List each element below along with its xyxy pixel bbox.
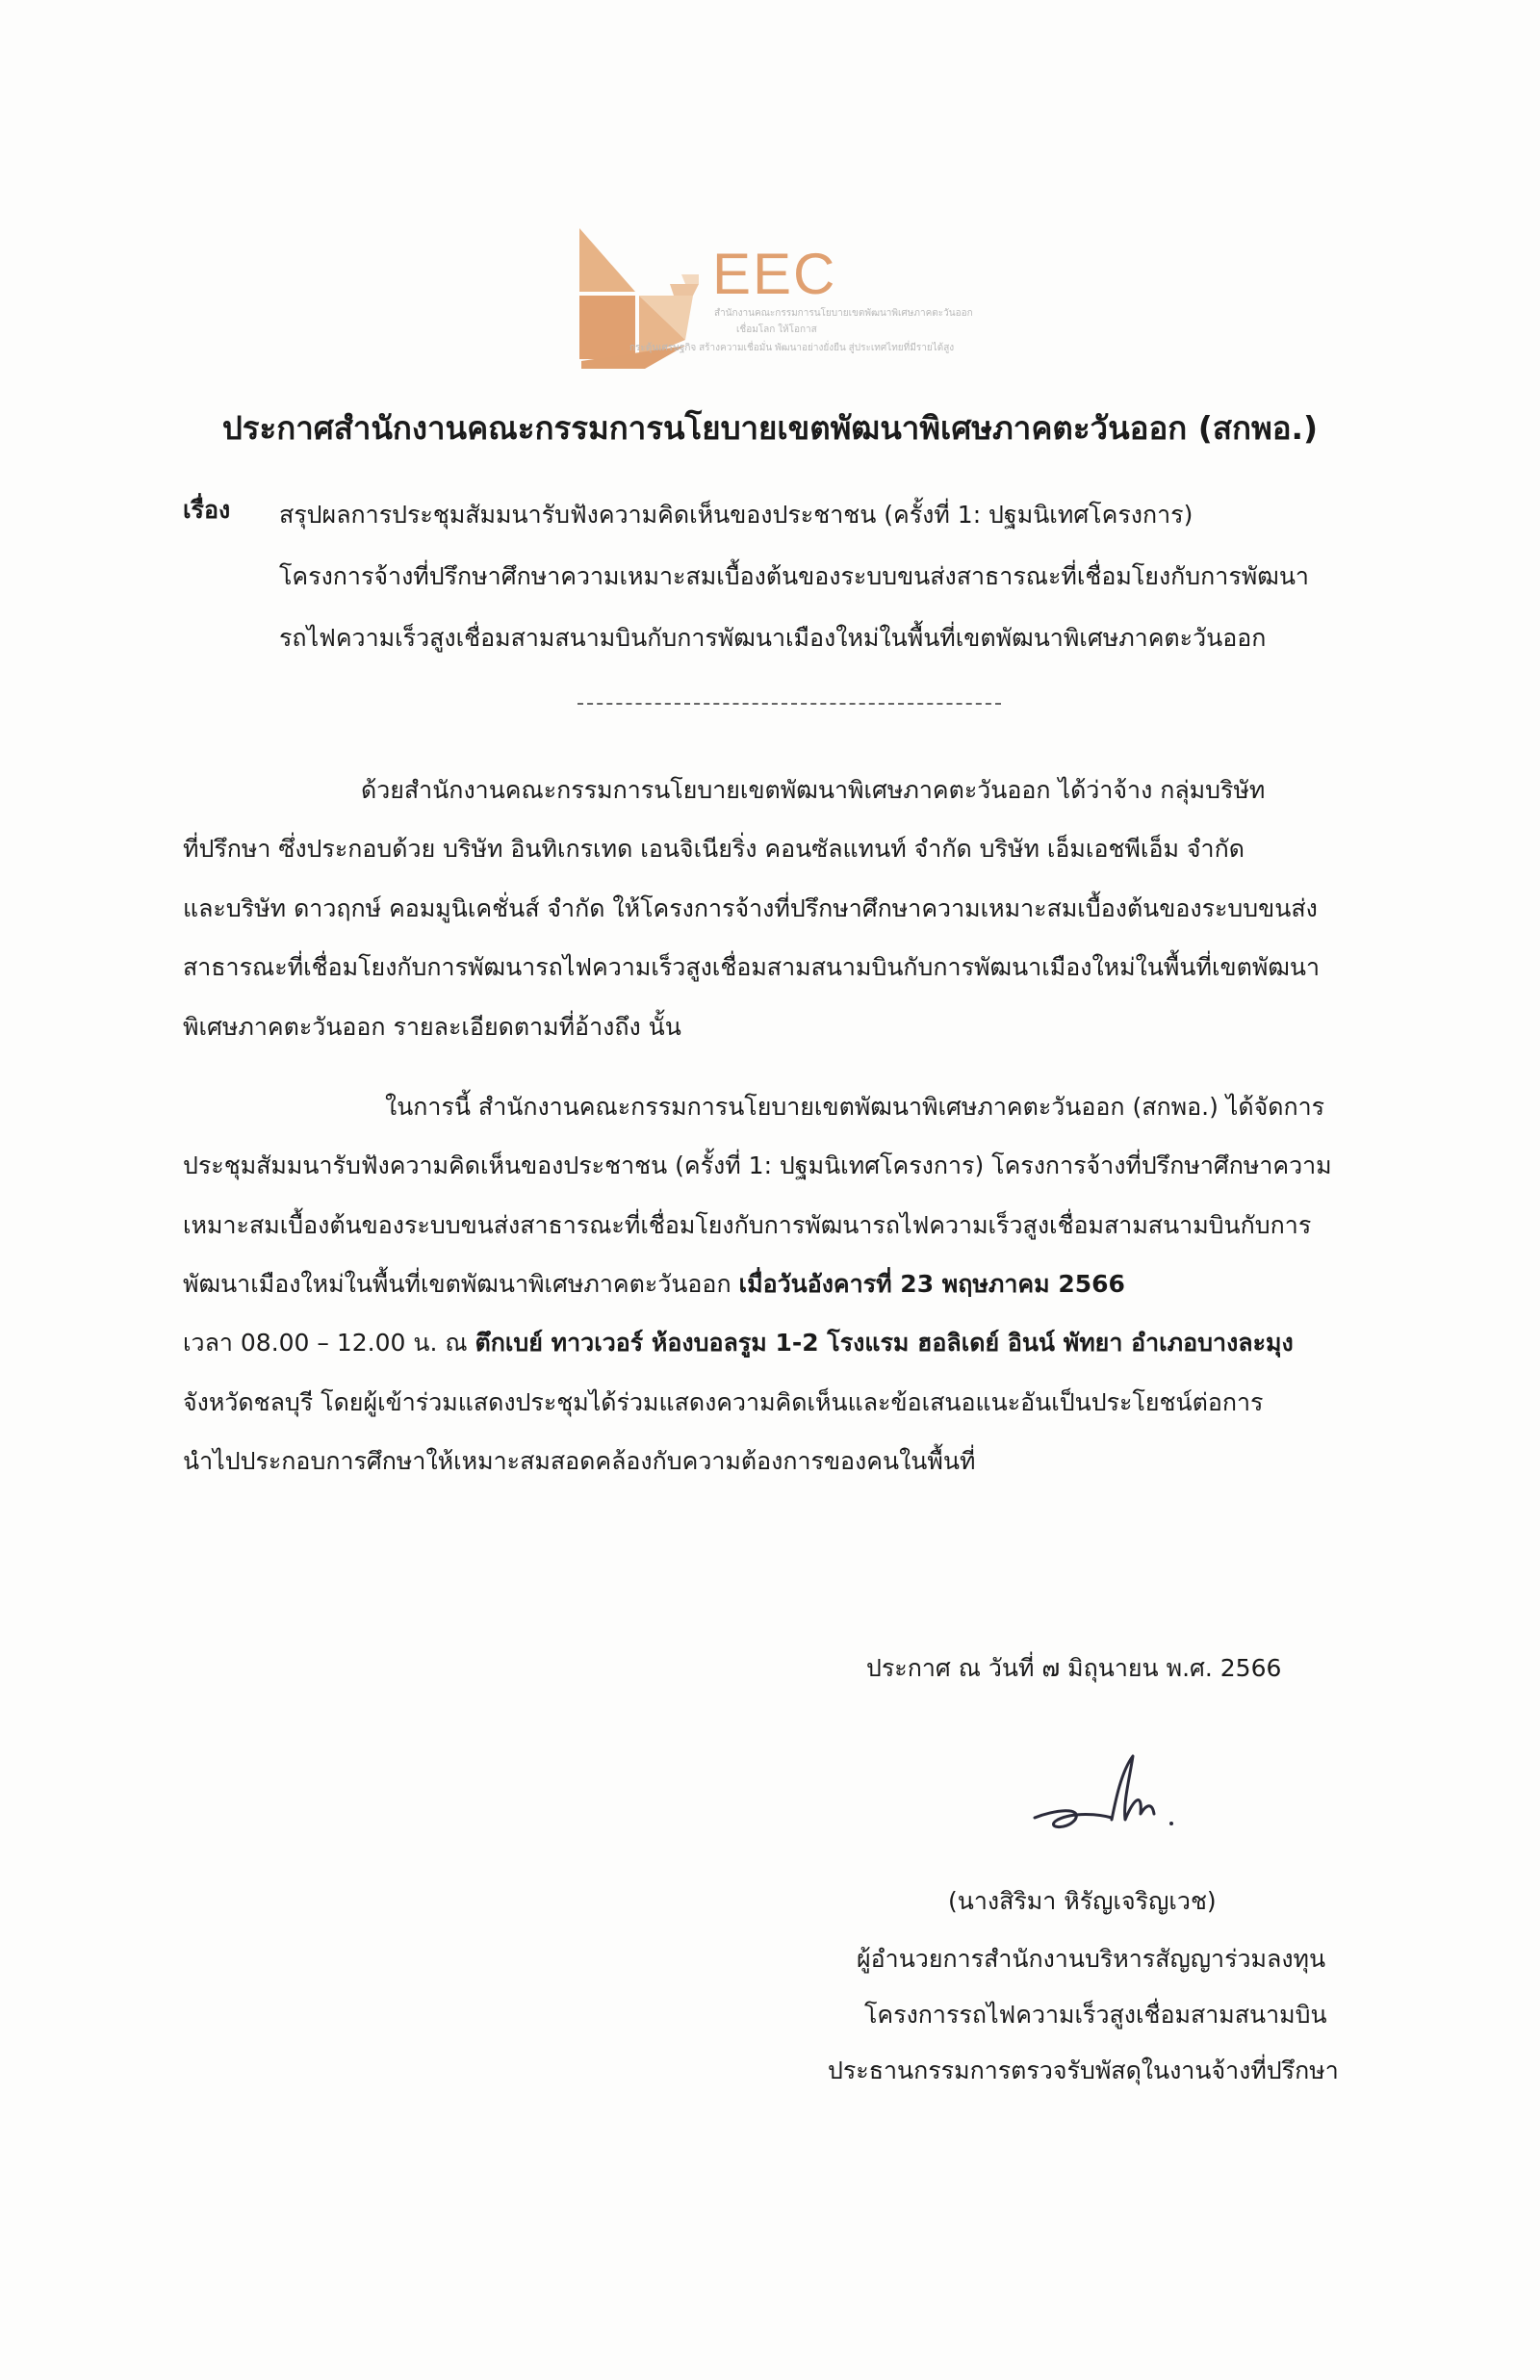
signature-icon <box>1015 1743 1208 1849</box>
eec-logo <box>578 226 973 380</box>
meeting-time-text: เวลา 08.00 – 12.00 น. ณ <box>183 1329 468 1357</box>
logo-tagline-2: เชื่อมโลก ให้โอกาส <box>736 324 817 335</box>
paragraph-1-line: พิเศษภาคตะวันออก รายละเอียดตามที่อ้างถึง นั้น <box>183 1013 681 1041</box>
paragraph-1-line: ด้วยสำนักงานคณะกรรมการนโยบายเขตพัฒนาพิเศษภาคตะวันออก ได้ว่าจ้าง กลุ่มบริษัท <box>361 776 1266 804</box>
paragraph-2-line <box>183 1270 1125 1299</box>
announcement-title: ประกาศสำนักงานคณะกรรมการนโยบายเขตพัฒนาพิเศษภาคตะวันออก (สกพอ.) <box>221 409 1319 447</box>
paragraph-1-line: และบริษัท ดาวฤกษ์ คอมมูนิเคชั่นส์ จำกัด ให้โครงการจ้างที่ปรึกษาศึกษาความเหมาะสมเบื้องต้นของระบบขนส่ง <box>183 894 1318 922</box>
logo-tagline-1: สำนักงานคณะกรรมการนโยบายเขตพัฒนาพิเศษภาคตะวันออก <box>714 308 973 319</box>
paragraph-2-line: จังหวัดชลบุรี โดยผู้เข้าร่วมแสดงประชุมได้ร่วมแสดงความคิดเห็นและข้อเสนอแนะอันเป็นประโยชน์ต่อการ <box>183 1388 1264 1416</box>
paragraph-2-line: ประชุมสัมมนารับฟังความคิดเห็นของประชาชน (ครั้งที่ 1: ปฐมนิเทศโครงการ) โครงการจ้างที่ปรึกษาศึกษาความ <box>183 1151 1332 1179</box>
paragraph-2-line: นำไปประกอบการศึกษาให้เหมาะสมสอดคล้องกับความต้องการของคนในพื้นที่ <box>183 1447 976 1475</box>
signer-title: โครงการรถไฟความเร็วสูงเชื่อมสามสนามบิน <box>864 2001 1327 2029</box>
meeting-date-text: เมื่อวันอังคารที่ 23 พฤษภาคม 2566 <box>738 1270 1125 1298</box>
paragraph-2-line <box>183 1329 1294 1358</box>
subject-line: โครงการจ้างที่ปรึกษาศึกษาความเหมาะสมเบื้องต้นของระบบขนส่งสาธารณะที่เชื่อมโยงกับการพัฒนา <box>279 562 1309 590</box>
dashed-divider <box>578 703 1001 705</box>
eec-wordmark: EEC <box>712 242 837 306</box>
logo-tagline-3: กระตุ้นเศรษฐกิจ สร้างความเชื่อมั่น พัฒนาอย่างยั่งยืน สู่ประเทศไทยที่มีรายได้สูง <box>629 343 955 353</box>
meeting-location-text: พัฒนาเมืองใหม่ในพื้นที่เขตพัฒนาพิเศษภาคตะวันออก <box>183 1270 732 1298</box>
meeting-venue-text: ตึกเบย์ ทาวเวอร์ ห้องบอลรูม 1-2 โรงแรม ฮอลิเดย์ อินน์ พัทยา อำเภอบางละมุง <box>475 1329 1294 1357</box>
subject-label: เรื่อง <box>183 496 231 524</box>
paragraph-1-line: สาธารณะที่เชื่อมโยงกับการพัฒนารถไฟความเร็วสูงเชื่อมสามสนามบินกับการพัฒนาเมืองใหม่ในพื้นที่เขตพัฒนา <box>183 953 1321 981</box>
paragraph-2-line: ในการนี้ สำนักงานคณะกรรมการนโยบายเขตพัฒนาพิเศษภาคตะวันออก (สกพอ.) ได้จัดการ <box>385 1093 1325 1121</box>
subject-line: สรุปผลการประชุมสัมมนารับฟังความคิดเห็นของประชาชน (ครั้งที่ 1: ปฐมนิเทศโครงการ) <box>279 501 1194 529</box>
paragraph-1-line: ที่ปรึกษา ซึ่งประกอบด้วย บริษัท อินทิเกรเทด เอนจิเนียริ่ง คอนซัลแทนท์ จำกัด บริษัท เอ็มเอชพีเอ็ม จำกัด <box>183 835 1245 863</box>
signer-title: ผู้อำนวยการสำนักงานบริหารสัญญาร่วมลงทุน <box>857 1945 1326 1973</box>
subject-line: รถไฟความเร็วสูงเชื่อมสามสนามบินกับการพัฒนาเมืองใหม่ในพื้นที่เขตพัฒนาพิเศษภาคตะวันออก <box>279 624 1267 652</box>
announcement-date: ประกาศ ณ วันที่ ๗ มิถุนายน พ.ศ. 2566 <box>866 1654 1282 1682</box>
signer-title: ประธานกรรมการตรวจรับพัสดุในงานจ้างที่ปรึกษา <box>828 2057 1339 2084</box>
paragraph-2-line: เหมาะสมเบื้องต้นของระบบขนส่งสาธารณะที่เชื่อมโยงกับการพัฒนารถไฟความเร็วสูงเชื่อมสามสนามบินกับการ <box>183 1211 1312 1239</box>
signer-name: (นางสิริมา หิรัญเจริญเวช) <box>948 1887 1217 1915</box>
